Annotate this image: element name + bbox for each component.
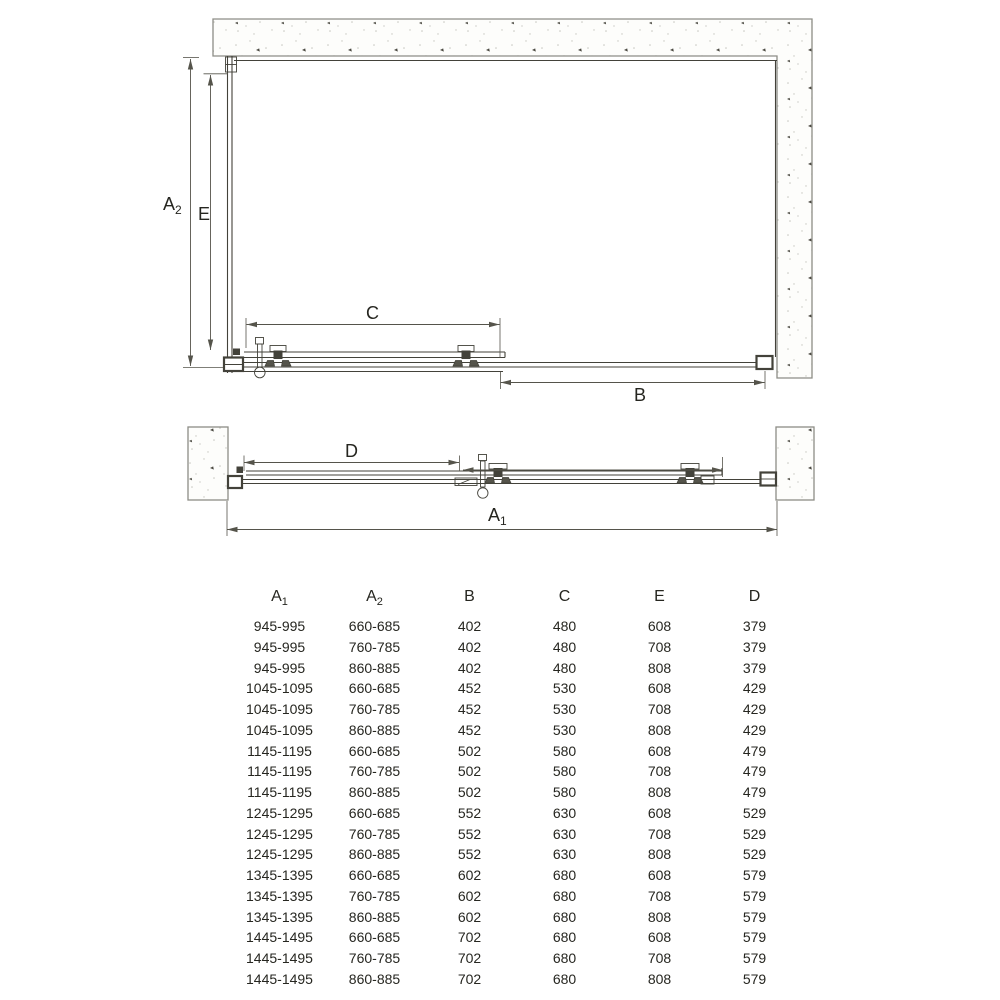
dimension-e — [198, 74, 228, 350]
table-row — [232, 865, 802, 886]
table-cell-b: 702 — [457, 950, 482, 967]
table-cell-b: 402 — [457, 659, 482, 676]
dimension-a1 — [227, 501, 777, 536]
wall-bracket-left — [228, 467, 243, 489]
table-row — [232, 803, 802, 824]
table-cell-a1: 1445-1495 — [246, 971, 313, 988]
table-cell-d: 479 — [742, 742, 767, 759]
dimension-a2 — [163, 58, 223, 368]
table-cell-a1: 1445-1495 — [246, 950, 313, 967]
table-cell-a2: 760-785 — [348, 763, 401, 780]
table-cell-a1: 1045-1095 — [246, 721, 313, 738]
table-cell-a1: 1045-1095 — [246, 680, 313, 697]
bottom-rail — [224, 349, 773, 372]
table-row — [232, 741, 802, 762]
table-cell-a1: 1445-1495 — [246, 929, 313, 946]
table-row — [232, 824, 802, 845]
table-row — [232, 699, 802, 720]
table-cell-e: 708 — [647, 763, 672, 780]
table-row — [232, 907, 802, 928]
table-cell-b: 452 — [457, 680, 482, 697]
table-cell-a1: 1245-1295 — [246, 825, 313, 842]
table-cell-b: 502 — [457, 763, 482, 780]
table-row — [232, 948, 802, 969]
table-cell-b: 402 — [457, 618, 482, 634]
table-cell-e: 808 — [647, 784, 672, 801]
table-cell-a2: 860-885 — [348, 846, 401, 863]
table-cell-e: 708 — [647, 950, 672, 967]
table-cell-c: 530 — [552, 680, 577, 697]
table-cell-c: 580 — [552, 742, 577, 759]
table-cell-a2: 660-685 — [348, 867, 401, 884]
table-cell-d: 379 — [742, 659, 767, 676]
table-cell-b: 402 — [457, 638, 482, 655]
front-view-diagram — [163, 19, 812, 405]
table-cell-b: 602 — [457, 887, 482, 904]
table-cell-e: 608 — [647, 618, 672, 634]
table-cell-a1: 1345-1395 — [246, 887, 313, 904]
dimension-table — [232, 585, 802, 990]
wall-bracket-right — [761, 473, 777, 486]
table-cell-d: 579 — [742, 908, 767, 925]
table-cell-c: 680 — [552, 887, 577, 904]
table-cell-a2: 860-885 — [348, 659, 401, 676]
table-cell-d: 579 — [742, 950, 767, 967]
table-cell-e: 608 — [647, 867, 672, 884]
table-cell-b: 602 — [457, 908, 482, 925]
table-cell-c: 680 — [552, 929, 577, 946]
table-cell-c: 680 — [552, 971, 577, 988]
table-cell-c: 680 — [552, 950, 577, 967]
dimension-c — [246, 303, 500, 358]
table-cell-c: 680 — [552, 867, 577, 884]
dimension-b — [501, 371, 766, 405]
table-cell-c: 630 — [552, 804, 577, 821]
table-cell-d: 579 — [742, 929, 767, 946]
table-cell-b: 552 — [457, 846, 482, 863]
table-header-b: B — [464, 588, 475, 605]
table-body — [232, 616, 802, 990]
table-row — [232, 844, 802, 865]
table-cell-c: 480 — [552, 638, 577, 655]
table-cell-a1: 1145-1195 — [247, 763, 312, 780]
table-cell-c: 680 — [552, 908, 577, 925]
table-header-a2: $A_2$ — [366, 588, 383, 609]
wall-bracket-right — [757, 356, 773, 369]
table-cell-b: 452 — [457, 701, 482, 718]
table-cell-c: 480 — [552, 659, 577, 676]
roller-icon — [485, 464, 511, 484]
table-cell-d: 479 — [742, 784, 767, 801]
table-header-row — [232, 585, 802, 609]
table-cell-d: 579 — [742, 887, 767, 904]
plan-view-diagram — [188, 427, 814, 536]
table-row — [232, 782, 802, 803]
table-row — [232, 616, 802, 637]
table-header-d: D — [748, 588, 761, 605]
table-cell-a2: 660-685 — [348, 804, 401, 821]
table-cell-b: 502 — [457, 784, 482, 801]
wall-block-left — [188, 427, 228, 500]
table-cell-c: 580 — [552, 784, 577, 801]
table-row — [232, 761, 802, 782]
table-cell-e: 808 — [647, 659, 672, 676]
table-cell-c: 630 — [552, 825, 577, 842]
table-cell-b: 702 — [457, 971, 482, 988]
table-cell-e: 708 — [647, 701, 672, 718]
dim-label-d: D — [345, 441, 358, 461]
wall-block-right — [776, 427, 814, 500]
table-cell-a1: 1345-1395 — [246, 908, 313, 925]
table-cell-a1: 1145-1195 — [247, 784, 312, 801]
table-cell-a1: 1345-1395 — [246, 867, 313, 884]
table-cell-a1: 1145-1195 — [247, 742, 312, 759]
table-cell-a2: 860-885 — [348, 971, 401, 988]
table-cell-a2: 760-785 — [348, 638, 401, 655]
table-cell-b: 552 — [457, 804, 482, 821]
table-row — [232, 927, 802, 948]
table-cell-d: 379 — [742, 638, 767, 655]
table-cell-a2: 860-885 — [348, 784, 401, 801]
table-cell-a2: 760-785 — [348, 701, 401, 718]
dim-label-b: B — [634, 385, 647, 405]
table-cell-a2: 660-685 — [348, 618, 401, 634]
table-cell-a1: 1245-1295 — [246, 846, 313, 863]
table-cell-e: 808 — [647, 908, 672, 925]
table-cell-b: 602 — [457, 867, 482, 884]
table-cell-a2: 760-785 — [348, 950, 401, 967]
table-cell-c: 580 — [552, 763, 577, 780]
table-cell-d: 429 — [742, 721, 767, 738]
table-cell-e: 708 — [647, 638, 672, 655]
table-cell-a1: 1245-1295 — [246, 804, 313, 821]
table-cell-c: 530 — [552, 721, 577, 738]
table-cell-c: 630 — [552, 846, 577, 863]
table-cell-a1: 945-995 — [253, 659, 306, 676]
table-cell-e: 608 — [647, 804, 672, 821]
table-row — [232, 637, 802, 658]
dim-label-a2: $A_2$ — [163, 194, 182, 217]
table-cell-a2: 660-685 — [348, 680, 401, 697]
table-cell-e: 608 — [647, 742, 672, 759]
table-cell-a2: 660-685 — [348, 929, 401, 946]
table-cell-d: 529 — [742, 825, 767, 842]
table-cell-b: 702 — [457, 929, 482, 946]
table-header-a1: $A_1$ — [271, 588, 288, 609]
dimension-d — [244, 441, 460, 471]
table-row — [232, 678, 802, 699]
table-cell-a2: 760-785 — [348, 887, 401, 904]
dim-label-a1: $A_1$ — [488, 505, 507, 528]
dim-label-e: E — [198, 204, 211, 224]
table-cell-d: 479 — [742, 763, 767, 780]
table-cell-b: 452 — [457, 721, 482, 738]
table-cell-a1: 945-995 — [253, 638, 306, 655]
table-cell-e: 808 — [647, 721, 672, 738]
table-cell-e: 808 — [647, 971, 672, 988]
table-cell-d: 579 — [742, 867, 767, 884]
table-cell-a1: 1045-1095 — [246, 701, 313, 718]
table-cell-a2: 660-685 — [348, 742, 401, 759]
glass-panel — [234, 61, 777, 358]
table-cell-d: 429 — [742, 701, 767, 718]
table-header-e: E — [654, 588, 665, 605]
table-row — [232, 658, 802, 679]
table-header-c: C — [558, 588, 571, 605]
roller-icon — [677, 464, 714, 485]
table-cell-d: 529 — [742, 804, 767, 821]
wall-profile — [226, 56, 237, 373]
table-row — [232, 886, 802, 907]
table-cell-b: 502 — [457, 742, 482, 759]
table-cell-e: 608 — [647, 929, 672, 946]
table-cell-a2: 760-785 — [348, 825, 401, 842]
dim-label-c: C — [366, 303, 379, 323]
table-cell-a1: 945-995 — [253, 618, 306, 634]
table-cell-d: 429 — [742, 680, 767, 697]
table-cell-c: 530 — [552, 701, 577, 718]
table-cell-a2: 860-885 — [348, 721, 401, 738]
table-cell-e: 608 — [647, 680, 672, 697]
table-cell-d: 529 — [742, 846, 767, 863]
table-row — [232, 969, 802, 990]
table-cell-d: 579 — [742, 971, 767, 988]
handle-knob-icon — [478, 455, 488, 499]
table-cell-e: 808 — [647, 846, 672, 863]
table-cell-b: 552 — [457, 825, 482, 842]
table-cell-d: 379 — [742, 618, 767, 634]
table-cell-e: 708 — [647, 825, 672, 842]
table-cell-a2: 860-885 — [348, 908, 401, 925]
table-cell-c: 480 — [552, 618, 577, 634]
table-row — [232, 720, 802, 741]
table-cell-e: 708 — [647, 887, 672, 904]
